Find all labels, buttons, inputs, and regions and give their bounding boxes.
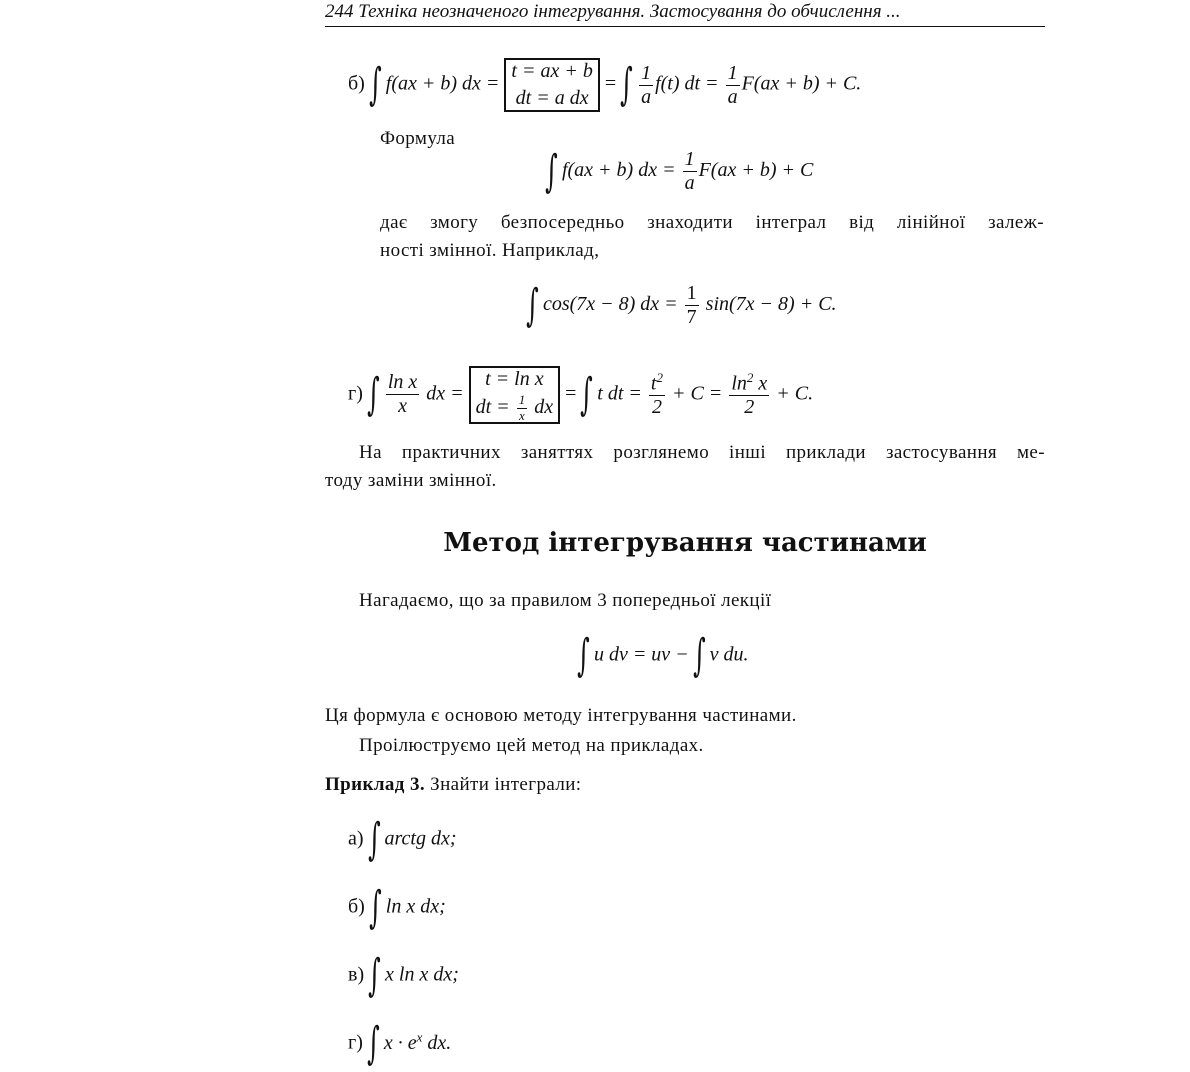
integral-sign: ∫ — [368, 950, 381, 1001]
item-g-end: + C. — [776, 382, 814, 405]
sub-row-1: t = ax + b — [511, 60, 593, 82]
example-3-heading — [325, 774, 582, 796]
task-item — [348, 950, 459, 1001]
fraction: $\frac{t^2}{2}$ — [650, 369, 663, 419]
task-label: а) — [348, 827, 364, 850]
item-g-dx: dx = — [426, 382, 464, 405]
integral-sign: ∫ — [526, 279, 539, 331]
paragraph-line: тоду заміни змінної. — [325, 470, 497, 491]
task-item — [348, 814, 457, 865]
sub-row-1: t = ln x — [485, 368, 544, 390]
paragraph-line: ності змінної. Наприклад, — [380, 240, 600, 261]
equals: = — [604, 72, 617, 95]
task-expr: ln x dx; — [385, 895, 446, 918]
equals: = — [565, 382, 577, 405]
fraction: $\frac{1}{a}$ — [684, 148, 695, 194]
formula-rhs: F(ax + b) + C — [698, 159, 814, 182]
integral-sign: ∫ — [367, 368, 380, 420]
item-b-rhs: F(ax + b) + C. — [741, 72, 862, 95]
task-label: в) — [348, 963, 365, 986]
task-item — [348, 1018, 452, 1069]
parts-lhs: u dv = uv − — [593, 643, 689, 666]
task-expr: x ln x dx; — [385, 963, 459, 986]
paragraph-line: дає змогу безпосередньо знаходити інтеграл від лінійної залеж- — [380, 212, 1044, 233]
sub-row-2: dt = a dx — [515, 87, 589, 109]
parts-formula — [577, 630, 749, 681]
item-b-equation — [348, 58, 861, 112]
cos-example-equation — [526, 279, 837, 331]
formula-lhs: f(ax + b) dx = — [561, 159, 676, 182]
task-label: г) — [348, 1031, 363, 1054]
integral-sign: ∫ — [369, 882, 382, 933]
item-g-mid: t dt = — [597, 382, 642, 405]
item-g-plusc: + C = — [671, 382, 723, 405]
task-expr: arctg dx; — [384, 827, 457, 850]
task-item — [348, 882, 446, 933]
task-expr: $x \cdot e^x$ dx. — [383, 1028, 452, 1054]
formula-equation — [545, 145, 814, 197]
item-g-equation — [348, 366, 813, 424]
example-3-text: Знайти інтеграли: — [430, 774, 582, 795]
integral-sign: ∫ — [367, 1018, 380, 1069]
paragraph-line: На практичних заняттях розглянемо інші приклади застосування ме- — [359, 442, 1045, 463]
fraction: $\frac{\ln^2 x}{2}$ — [731, 369, 768, 419]
integral-sign: ∫ — [367, 814, 381, 865]
cos-lhs: cos(7x − 8) dx = — [542, 293, 678, 316]
integral-sign: ∫ — [577, 630, 590, 681]
item-g-label: г) — [348, 382, 363, 405]
parts-rhs: v du. — [709, 643, 749, 666]
fraction: $\frac{1}{7}$ — [686, 282, 697, 328]
paragraph: Проілюструємо цей метод на прикладах. — [359, 735, 704, 756]
integral-sign: ∫ — [580, 368, 594, 420]
item-b-label: б) — [348, 72, 365, 95]
integral-sign: ∫ — [369, 59, 382, 110]
substitution-bracket — [469, 366, 560, 424]
item-b-lhs: f(ax + b) dx = — [385, 72, 500, 95]
fraction: $\frac{1}{a}$ — [641, 61, 652, 108]
sub-row-2: dt = $\frac{1}{x}$ dx — [475, 392, 554, 423]
substitution-bracket — [504, 58, 599, 112]
cos-rhs: sin(7x − 8) + C. — [705, 293, 837, 316]
integral-sign: ∫ — [692, 630, 706, 681]
task-label: б) — [348, 895, 365, 918]
fraction: $\frac{\text{ln x}}{x}$ — [387, 371, 418, 418]
integral-sign: ∫ — [545, 145, 558, 197]
paragraph: Ця формула є основою методу інтегрування частинами. — [325, 705, 797, 726]
integral-sign: ∫ — [620, 59, 633, 110]
running-head-text: 244 Техніка неозначеного інтегрування. Застосування до обчислення ... — [325, 1, 901, 22]
paragraph: Нагадаємо, що за правилом 3 попередньої лекції — [359, 590, 772, 611]
example-3-title: Приклад 3. — [325, 774, 426, 795]
fraction: $\frac{1}{a}$ — [727, 61, 738, 108]
section-title: Метод інтегрування частинами — [443, 528, 927, 558]
formula-label: Формула — [380, 128, 456, 149]
running-header — [325, 0, 1045, 27]
item-b-mid: f(t) dt = — [655, 72, 719, 95]
